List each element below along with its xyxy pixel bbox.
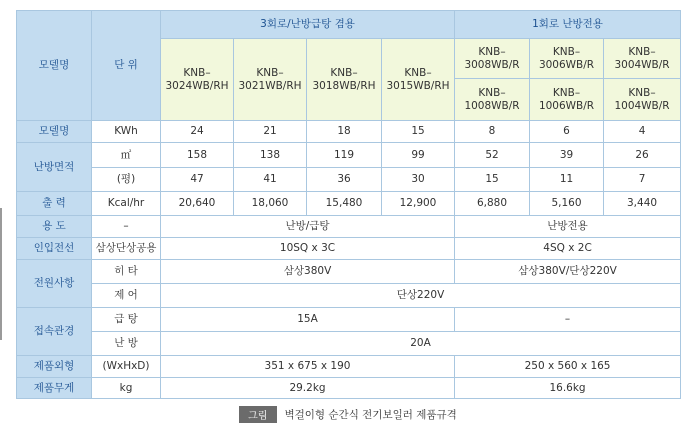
figure-caption xyxy=(0,406,696,423)
value-cell: 158 xyxy=(161,143,234,168)
value-cell: 52 xyxy=(455,143,530,168)
value-cell: 15,480 xyxy=(307,192,382,216)
row-label-pipe: 접속관경 xyxy=(17,308,92,356)
value-cell: 4SQ x 2C xyxy=(455,238,681,260)
value-cell: 6 xyxy=(530,121,604,143)
value-cell: 18 xyxy=(307,121,382,143)
unit-cell: 난 방 xyxy=(92,332,161,356)
value-cell: 47 xyxy=(161,168,234,192)
model-cell: KNB– 1004WB/R xyxy=(604,79,681,121)
value-cell: 4 xyxy=(604,121,681,143)
value-cell: 351 x 675 x 190 xyxy=(161,356,455,378)
unit-cell: 제 어 xyxy=(92,284,161,308)
spec-table xyxy=(16,10,681,399)
value-cell: 삼상380V/단상220V xyxy=(455,260,681,284)
row-label-wire: 인입전선 xyxy=(17,238,92,260)
value-cell: 난방전용 xyxy=(455,216,681,238)
model-cell: KNB– 3008WB/R xyxy=(455,39,530,79)
value-cell: 단상220V xyxy=(161,284,681,308)
model-cell: KNB– 3024WB/RH xyxy=(161,39,234,121)
value-cell: 36 xyxy=(307,168,382,192)
unit-cell: 삼상단상공용 xyxy=(92,238,161,260)
unit-cell: (평) xyxy=(92,168,161,192)
row-label-output: 출 력 xyxy=(17,192,92,216)
value-cell: – xyxy=(455,308,681,332)
model-cell: KNB– 3021WB/RH xyxy=(234,39,307,121)
value-cell: 15 xyxy=(382,121,455,143)
row-label-power: 전원사항 xyxy=(17,260,92,308)
header-group-combi: 3회로/난방급탕 겸용 xyxy=(161,11,455,39)
unit-cell: – xyxy=(92,216,161,238)
value-cell: 난방/급탕 xyxy=(161,216,455,238)
value-cell: 99 xyxy=(382,143,455,168)
unit-cell: KWh xyxy=(92,121,161,143)
unit-cell: ㎡ xyxy=(92,143,161,168)
unit-cell: (WxHxD) xyxy=(92,356,161,378)
model-cell: KNB– 3015WB/RH xyxy=(382,39,455,121)
model-cell: KNB– 1008WB/R xyxy=(455,79,530,121)
unit-cell: 히 타 xyxy=(92,260,161,284)
value-cell: 21 xyxy=(234,121,307,143)
row-label-weight: 제품무게 xyxy=(17,378,92,399)
side-rule xyxy=(0,208,2,340)
value-cell: 3,440 xyxy=(604,192,681,216)
value-cell: 5,160 xyxy=(530,192,604,216)
value-cell: 12,900 xyxy=(382,192,455,216)
unit-cell: Kcal/hr xyxy=(92,192,161,216)
value-cell: 29.2kg xyxy=(161,378,455,399)
model-cell: KNB– 3004WB/R xyxy=(604,39,681,79)
header-model: 모델명 xyxy=(17,11,92,121)
value-cell: 119 xyxy=(307,143,382,168)
value-cell: 10SQ x 3C xyxy=(161,238,455,260)
value-cell: 15A xyxy=(161,308,455,332)
value-cell: 26 xyxy=(604,143,681,168)
row-label-usage: 용 도 xyxy=(17,216,92,238)
value-cell: 20,640 xyxy=(161,192,234,216)
header-unit: 단 위 xyxy=(92,11,161,121)
value-cell: 7 xyxy=(604,168,681,192)
row-label-capacity: 모델명 xyxy=(17,121,92,143)
model-cell: KNB– 1006WB/R xyxy=(530,79,604,121)
row-label-size: 제품외형 xyxy=(17,356,92,378)
value-cell: 20A xyxy=(161,332,681,356)
value-cell: 30 xyxy=(382,168,455,192)
value-cell: 41 xyxy=(234,168,307,192)
header-group-heating: 1회로 난방전용 xyxy=(455,11,681,39)
value-cell: 6,880 xyxy=(455,192,530,216)
model-cell: KNB– 3018WB/RH xyxy=(307,39,382,121)
value-cell: 8 xyxy=(455,121,530,143)
value-cell: 삼상380V xyxy=(161,260,455,284)
row-label-heat-area: 난방면적 xyxy=(17,143,92,192)
caption-text: 벽걸이형 순간식 전기보일러 제품규격 xyxy=(284,409,457,421)
caption-badge: 그림 xyxy=(239,406,276,423)
value-cell: 11 xyxy=(530,168,604,192)
value-cell: 39 xyxy=(530,143,604,168)
value-cell: 24 xyxy=(161,121,234,143)
value-cell: 18,060 xyxy=(234,192,307,216)
value-cell: 138 xyxy=(234,143,307,168)
value-cell: 250 x 560 x 165 xyxy=(455,356,681,378)
unit-cell: kg xyxy=(92,378,161,399)
model-cell: KNB– 3006WB/R xyxy=(530,39,604,79)
value-cell: 16.6kg xyxy=(455,378,681,399)
unit-cell: 급 탕 xyxy=(92,308,161,332)
value-cell: 15 xyxy=(455,168,530,192)
